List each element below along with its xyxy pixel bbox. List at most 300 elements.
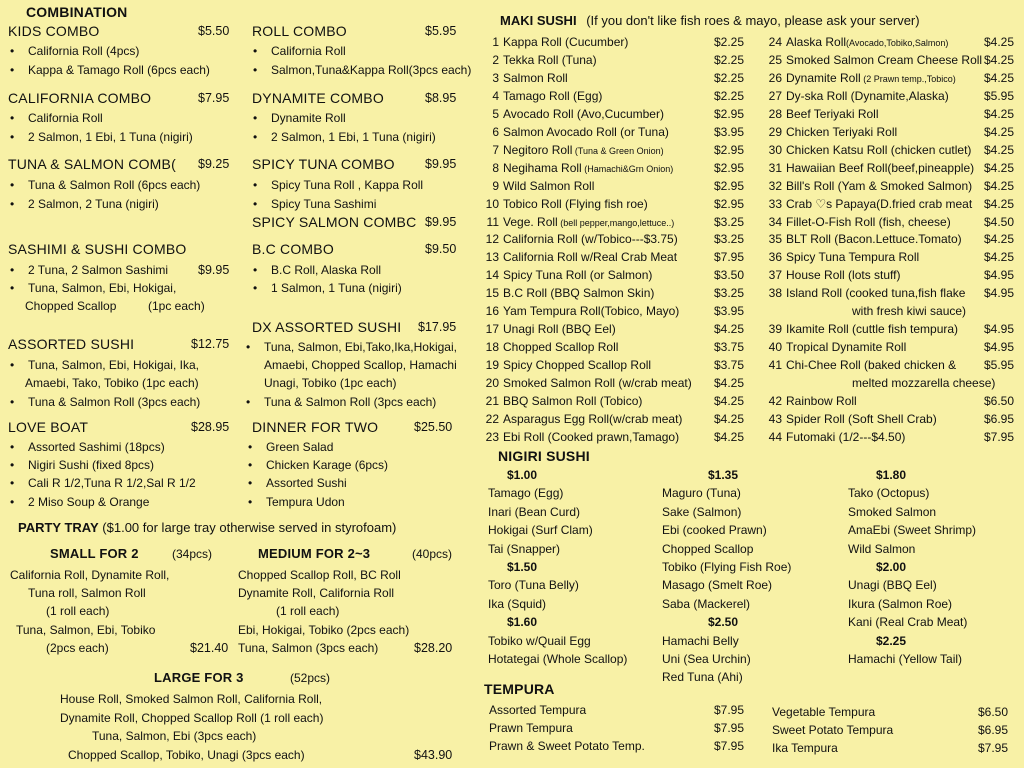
tempura-item-name: Prawn & Sweet Potato Temp. [489, 739, 645, 753]
nigiri-item: Toro (Tuna Belly) [488, 578, 579, 593]
nigiri-item: Hamachi Belly [662, 633, 739, 648]
maki-item-label: Salmon Avocado Roll (or Tuna) [503, 124, 669, 139]
dinner-item-3: • Assorted Sushi [266, 476, 347, 490]
nigiri-item: Tamago (Egg) [488, 486, 564, 501]
dynamite-item-1: • Dynamite Roll [271, 111, 346, 125]
bc-item-2: • 1 Salmon, 1 Tuna (nigiri) [271, 281, 402, 295]
maki-number: 36 [768, 250, 782, 265]
maki-item-name [786, 322, 958, 336]
nigiri-price-tier: $2.00 [876, 560, 907, 574]
maki-item-price: $2.25 [714, 52, 745, 67]
maki-item-label: Rainbow Roll [786, 394, 857, 408]
dynamite-combo-price: $8.95 [425, 91, 457, 105]
maki-item-price: $3.75 [714, 358, 745, 373]
maki-number: 29 [768, 124, 782, 139]
nigiri-item: Inari (Bean Curd) [488, 504, 581, 519]
maki-item-price: $2.95 [714, 106, 745, 121]
tempura-item-name: Vegetable Tempura [772, 705, 876, 719]
maki-item-label: Bill's Roll (Yam & Smoked Salmon) [786, 178, 973, 193]
maki-item-name [503, 250, 677, 264]
nigiri-item: Smoked Salmon [848, 504, 937, 519]
dx-item-2: • Tuna & Salmon Roll (3pcs each) [264, 395, 436, 409]
maki-item-label: Chi-Chee Roll (baked chicken & [786, 358, 957, 373]
bc-combo-price: $9.50 [425, 242, 457, 256]
party-medium-name: MEDIUM FOR 2~3 [258, 546, 371, 561]
maki-number: 2 [492, 52, 499, 67]
party-medium-line-3: (1 roll each) [276, 604, 340, 618]
maki-item-price: $4.95 [984, 268, 1015, 283]
maki-item-name [786, 89, 949, 103]
maki-item-price: $4.95 [984, 286, 1015, 301]
maki-item-price: $2.95 [714, 196, 745, 211]
maki-item-price: $4.25 [984, 52, 1015, 67]
dx-item-1-cont2: Unagi, Tobiko (1pc each) [264, 376, 397, 390]
maki-item-price: $4.25 [714, 322, 745, 337]
nigiri-item: Ika (Squid) [488, 596, 547, 611]
party-medium-pcs: (40pcs) [412, 547, 453, 561]
nigiri-price-tier: $2.50 [708, 615, 739, 630]
maki-item-detail: (2 Prawn temp.,Tobico) [860, 73, 956, 84]
maki-item-price: $3.75 [714, 340, 745, 355]
maki-item-name [786, 340, 906, 354]
maki-item-name [786, 197, 972, 211]
nigiri-price-tier: $1.35 [708, 468, 739, 482]
maki-item-name [786, 250, 919, 264]
sashimi-combo-name: SASHIMI & SUSHI COMBO [8, 241, 187, 257]
maki-item-label: Tamago Roll (Egg) [503, 88, 603, 103]
maki-number: 12 [485, 232, 499, 247]
nigiri-item: Hokigai (Surf Clam) [488, 523, 593, 538]
maki-item-price: $3.95 [714, 124, 745, 139]
maki-item-label: Crab ♡s Papaya(D.fried crab meat [786, 196, 973, 211]
spicy-salmon-combo-name: SPICY SALMON COMBC [252, 214, 417, 230]
nigiri-item: Tako (Octopus) [848, 486, 930, 501]
maki-item-label: Tropical Dynamite Roll [786, 340, 907, 355]
maki-note: (If you don't like fish roes & mayo, please ask your server) [586, 13, 920, 28]
party-medium-price: $28.20 [414, 641, 453, 655]
maki-item-name [503, 340, 618, 354]
dx-item-1-cont: Amaebi, Chopped Scallop, Hamachi [264, 358, 457, 372]
maki-item-name [503, 394, 642, 408]
maki-item-price: $4.25 [984, 160, 1015, 175]
spicy-tuna-combo-price: $9.95 [425, 157, 457, 171]
maki-item-label: Dy-ska Roll (Dynamite,Alaska) [786, 88, 949, 103]
maki-item-label: Chopped Scallop Roll [503, 340, 619, 355]
maki-item-label: Hawaiian Beef Roll(beef,pineapple) [786, 160, 975, 175]
nigiri-price-tier: $2.25 [876, 633, 907, 648]
nigiri-item: Masago (Smelt Roe) [662, 578, 773, 593]
spicy-tuna-item-2: • Spicy Tuna Sashimi [271, 197, 376, 211]
maki-item-name [786, 215, 951, 229]
maki-item-name [503, 268, 652, 282]
maki-item-name [786, 412, 937, 426]
maki-number: 28 [768, 106, 782, 121]
maki-number: 6 [492, 124, 499, 139]
assorted-sushi-name: ASSORTED SUSHI [8, 336, 135, 352]
nigiri-item: Chopped Scallop [662, 541, 754, 556]
party-small-line-2: Tuna roll, Salmon Roll [28, 586, 146, 600]
california-combo-name: CALIFORNIA COMBO [8, 90, 152, 106]
maki-item-price: $4.25 [714, 429, 745, 444]
maki-item-label: Alaska Roll [786, 35, 847, 49]
maki-item-name [786, 232, 962, 246]
maki-item-price: $3.25 [714, 286, 745, 301]
maki-item-price: $2.95 [714, 142, 745, 157]
party-large-line-2: Dynamite Roll, Chopped Scallop Roll (1 roll each) [60, 711, 324, 725]
maki-item-name [503, 89, 602, 103]
nigiri-item: Kani (Real Crab Meat) [848, 615, 968, 630]
tempura-item-price: $7.95 [978, 741, 1009, 755]
maki-item-name [503, 286, 654, 300]
tempura-item-name: Sweet Potato Tempura [772, 723, 894, 737]
maki-item-name [503, 161, 673, 175]
maki-item-name [786, 143, 971, 157]
maki-item-label: Yam Tempura Roll(Tobico, Mayo) [503, 304, 680, 319]
tuna-salmon-item-2: • 2 Salmon, 2 Tuna (nigiri) [28, 197, 159, 211]
maki-item-detail: (Avocado,Tobiko,Salmon) [846, 38, 949, 48]
nigiri-item: Tobiko (Flying Fish Roe) [662, 560, 792, 574]
party-medium-line-5: Tuna, Salmon (3pcs each) [238, 641, 379, 655]
maki-item-price: $6.50 [984, 394, 1015, 408]
party-large-pcs: (52pcs) [290, 671, 331, 685]
maki-item-label: Smoked Salmon Roll (w/crab meat) [503, 376, 692, 391]
sashimi-item-2-cont: Chopped Scallop [25, 299, 117, 313]
maki-item-name [786, 286, 965, 300]
spicy-salmon-combo-price: $9.95 [425, 215, 457, 229]
maki-item-price: $2.95 [714, 178, 745, 193]
maki-item-name [503, 35, 628, 49]
party-medium-line-1: Chopped Scallop Roll, BC Roll [238, 568, 401, 582]
maki-item-name [503, 304, 679, 318]
nigiri-item: Wild Salmon [848, 541, 916, 556]
maki-item-detail: (bell pepper,mango,lettuce..) [557, 217, 675, 228]
tempura-item-price: $7.95 [714, 721, 745, 735]
party-small-line-1: California Roll, Dynamite Roll, [10, 568, 170, 582]
love-boat-item-4: • 2 Miso Soup & Orange [28, 495, 149, 509]
dinner-for-two-price: $25.50 [414, 420, 453, 434]
maki-item-label: Tekka Roll (Tuna) [503, 52, 597, 67]
maki-item-price: $5.95 [984, 358, 1015, 373]
maki-item-price: $3.25 [714, 214, 745, 229]
maki-item-price: $3.50 [714, 268, 745, 283]
california-item-1: • California Roll [28, 111, 103, 125]
maki-item-price: $4.25 [984, 70, 1015, 85]
maki-item-label: Chicken Teriyaki Roll [786, 124, 898, 139]
maki-item-name [786, 430, 905, 444]
maki-item-label: California Roll w/Real Crab Meat [503, 250, 678, 265]
nigiri-item: Saba (Mackerel) [662, 596, 751, 611]
maki-number: 11 [486, 214, 499, 229]
maki-number: 7 [492, 142, 499, 157]
maki-item-label: with fresh kiwi sauce) [852, 304, 967, 319]
tuna-salmon-combo-name: TUNA & SALMON COMB( [8, 156, 176, 172]
assorted-item-1-cont: Amaebi, Tako, Tobiko (1pc each) [25, 376, 199, 390]
dynamite-combo-name: DYNAMITE COMBO [252, 90, 384, 106]
maki-number: 40 [768, 340, 782, 355]
maki-number: 32 [768, 178, 782, 193]
maki-item-price: $4.25 [714, 376, 745, 391]
maki-number: 15 [485, 286, 499, 301]
sashimi-item-2-note: (1pc each) [148, 299, 205, 313]
maki-item-label: Spicy Tuna Tempura Roll [786, 250, 920, 265]
love-boat-item-1: • Assorted Sashimi (18pcs) [28, 440, 165, 454]
maki-item-name [503, 71, 568, 85]
maki-item-price: $4.25 [714, 411, 745, 426]
maki-item-detail: (Tuna & Green Onion) [572, 145, 664, 156]
maki-item-price: $4.25 [984, 232, 1015, 247]
maki-number: 13 [485, 250, 499, 265]
maki-item-label: Spider Roll (Soft Shell Crab) [786, 411, 937, 426]
party-medium-line-2: Dynamite Roll, California Roll [238, 586, 395, 600]
maki-item-label: B.C Roll (BBQ Salmon Skin) [503, 286, 655, 301]
maki-number: 5 [492, 106, 499, 121]
maki-item-name [503, 215, 674, 229]
maki-number: 27 [768, 88, 782, 103]
maki-item-price: $2.25 [714, 35, 745, 49]
california-item-2: • 2 Salmon, 1 Ebi, 1 Tuna (nigiri) [28, 130, 193, 144]
maki-item-price: $4.25 [984, 196, 1015, 211]
spicy-tuna-combo-name: SPICY TUNA COMBO [252, 156, 395, 172]
roll-combo-price: $5.95 [425, 24, 457, 38]
maki-item-name [786, 107, 878, 121]
maki-number: 35 [768, 232, 782, 247]
maki-number: 14 [485, 268, 499, 283]
sashimi-item-1: • 2 Tuna, 2 Salmon Sashimi [28, 263, 168, 277]
maki-item-name [786, 358, 956, 372]
party-small-line-3: (1 roll each) [46, 604, 110, 618]
tempura-item-name: Assorted Tempura [489, 703, 587, 717]
party-small-line-5: (2pcs each) [46, 641, 109, 655]
maki-item-price: $4.50 [984, 214, 1015, 229]
maki-item-label: melted mozzarella cheese) [852, 376, 996, 391]
maki-number: 8 [492, 160, 499, 175]
maki-item-name [786, 125, 897, 139]
party-large-line-4: Chopped Scallop, Tobiko, Unagi (3pcs each) [68, 748, 305, 762]
maki-item-label: Tobico Roll (Flying fish roe) [503, 196, 648, 211]
love-boat-price: $28.95 [191, 420, 230, 434]
maki-item-price: $4.95 [984, 322, 1015, 337]
maki-number: 22 [485, 411, 499, 426]
maki-item-label: Chicken Katsu Roll (chicken cutlet) [786, 142, 972, 157]
dinner-item-1: • Green Salad [266, 440, 333, 454]
maki-item-name [503, 143, 664, 157]
maki-number: 23 [485, 429, 499, 444]
maki-item-name [503, 125, 669, 139]
nigiri-item: Ikura (Salmon Roe) [848, 596, 953, 611]
spicy-tuna-item-1: • Spicy Tuna Roll , Kappa Roll [271, 178, 423, 192]
nigiri-item: Hamachi (Yellow Tail) [848, 652, 963, 666]
maki-number: 18 [485, 340, 499, 355]
maki-item-label: House Roll (lots stuff) [786, 268, 901, 283]
nigiri-item: Hotategai (Whole Scallop) [488, 652, 628, 666]
maki-item-label: Futomaki (1/2---$4.50) [786, 429, 906, 444]
maki-number: 24 [768, 35, 782, 49]
maki-number: 1 [492, 35, 499, 49]
love-boat-item-3: • Cali R 1/2,Tuna R 1/2,Sal R 1/2 [28, 476, 196, 490]
maki-item-label: Ikamite Roll (cuttle fish tempura) [786, 322, 959, 337]
bc-item-1: • B.C Roll, Alaska Roll [271, 263, 381, 277]
nigiri-item: Uni (Sea Urchin) [662, 652, 751, 666]
kids-item-1: • California Roll (4pcs) [28, 44, 139, 58]
party-small-pcs: (34pcs) [172, 547, 213, 561]
maki-number: 25 [768, 52, 782, 67]
party-medium-line-4: Ebi, Hokigai, Tobiko (2pcs each) [238, 623, 410, 637]
maki-number: 38 [768, 286, 782, 301]
maki-item-name [852, 376, 995, 390]
maki-item-name [852, 304, 966, 318]
maki-item-name [786, 53, 982, 67]
nigiri-item: Ebi (cooked Prawn) [662, 523, 767, 538]
party-tray-title: PARTY TRAY [18, 520, 99, 535]
dx-assorted-price: $17.95 [418, 320, 457, 334]
maki-number: 43 [768, 411, 782, 426]
nigiri-price-tier: $1.60 [507, 615, 538, 630]
maki-item-price: $2.25 [714, 70, 745, 85]
maki-item-price: $7.95 [714, 250, 745, 265]
tempura-item-price: $6.50 [978, 705, 1009, 719]
tempura-title: TEMPURA [484, 681, 555, 697]
maki-number: 9 [492, 178, 499, 193]
maki-item-label: BLT Roll (Bacon.Lettuce.Tomato) [786, 232, 962, 247]
maki-item-name [786, 394, 857, 408]
maki-number: 31 [768, 160, 782, 175]
maki-number: 41 [768, 358, 782, 373]
party-large-name: LARGE FOR 3 [154, 670, 244, 685]
maki-item-name [503, 358, 651, 372]
maki-number: 42 [768, 394, 782, 408]
dynamite-item-2: • 2 Salmon, 1 Ebi, 1 Tuna (nigiri) [271, 130, 436, 144]
maki-item-name [503, 107, 664, 121]
nigiri-item: Sake (Salmon) [662, 504, 742, 519]
maki-item-name [503, 430, 679, 444]
tuna-salmon-combo-price: $9.25 [198, 157, 230, 171]
party-small-name: SMALL FOR 2 [50, 546, 139, 561]
maki-item-label: Spicy Tuna Roll (or Salmon) [503, 268, 653, 283]
party-small-line-4: Tuna, Salmon, Ebi, Tobiko [16, 623, 156, 637]
tuna-salmon-item-1: • Tuna & Salmon Roll (6pcs each) [28, 178, 200, 192]
kids-combo-name: KIDS COMBO [8, 23, 100, 39]
dx-assorted-name: DX ASSORTED SUSHI [252, 319, 402, 335]
maki-item-price: $3.95 [714, 304, 745, 319]
nigiri-item: Red Tuna (Ahi) [662, 670, 743, 685]
maki-number: 26 [768, 70, 782, 85]
nigiri-item: Maguro (Tuna) [662, 486, 741, 501]
maki-item-label: Smoked Salmon Cream Cheese Roll [786, 52, 983, 67]
roll-combo-name: ROLL COMBO [252, 23, 347, 39]
tempura-item-price: $6.95 [978, 723, 1009, 737]
love-boat-item-2: • Nigiri Sushi (fixed 8pcs) [28, 458, 154, 472]
maki-item-label: Asparagus Egg Roll(w/crab meat) [503, 411, 683, 426]
maki-item-name [786, 161, 974, 175]
maki-item-label: Island Roll (cooked tuna,fish flake [786, 286, 966, 301]
maki-item-name [786, 35, 948, 49]
maki-item-label: Salmon Roll [503, 70, 568, 85]
maki-item-label: Negitoro Roll [503, 142, 573, 157]
maki-item-label: Kappa Roll (Cucumber) [503, 35, 629, 49]
maki-item-label: BBQ Salmon Roll (Tobico) [503, 394, 643, 408]
maki-item-name [503, 197, 648, 211]
maki-number: 34 [768, 214, 782, 229]
maki-item-name [503, 376, 692, 390]
maki-item-price: $4.25 [984, 178, 1015, 193]
maki-number: 37 [768, 268, 782, 283]
maki-item-price: $7.95 [984, 429, 1015, 444]
nigiri-item: Unagi (BBQ Eel) [848, 578, 937, 593]
assorted-item-2: • Tuna & Salmon Roll (3pcs each) [28, 395, 200, 409]
bc-combo-name: B.C COMBO [252, 241, 334, 257]
maki-item-label: Beef Teriyaki Roll [786, 106, 879, 121]
maki-item-price: $4.25 [984, 124, 1015, 139]
maki-item-name [503, 53, 597, 67]
roll-item-1: • California Roll [271, 44, 346, 58]
maki-item-label: Spicy Chopped Scallop Roll [503, 358, 652, 373]
maki-item-label: Negihama Roll [503, 160, 582, 175]
love-boat-name: LOVE BOAT [8, 419, 89, 435]
dinner-for-two-name: DINNER FOR TWO [252, 419, 379, 435]
assorted-item-1: • Tuna, Salmon, Ebi, Hokigai, Ika, [28, 358, 199, 372]
nigiri-price-tier: $1.80 [876, 468, 907, 482]
nigiri-price-tier: $1.50 [507, 560, 538, 574]
maki-item-label: Unagi Roll (BBQ Eel) [503, 322, 616, 337]
tempura-item-price: $7.95 [714, 703, 745, 717]
maki-number: 19 [485, 358, 499, 373]
nigiri-price-tier: $1.00 [507, 468, 538, 482]
maki-item-name [503, 179, 594, 193]
maki-item-label: California Roll (w/Tobico---$3.75) [503, 232, 678, 247]
dinner-item-2: • Chicken Karage (6pcs) [266, 458, 388, 472]
nigiri-item: Tobiko w/Quail Egg [488, 633, 591, 648]
nigiri-item: Tai (Snapper) [488, 541, 561, 556]
maki-item-price: $2.25 [714, 88, 745, 103]
maki-item-label: Avocado Roll (Avo,Cucumber) [503, 106, 664, 121]
maki-item-price: $5.95 [984, 88, 1015, 103]
maki-number: 4 [492, 88, 499, 103]
nigiri-title: NIGIRI SUSHI [498, 448, 590, 464]
maki-number: 17 [485, 322, 499, 337]
maki-item-price: $4.25 [984, 142, 1015, 157]
maki-item-detail: (Hamachi&Grn Onion) [581, 163, 674, 174]
party-small-price: $21.40 [190, 641, 229, 655]
maki-number: 30 [768, 142, 782, 157]
kids-combo-price: $5.50 [198, 24, 230, 38]
maki-item-price: $4.25 [984, 106, 1015, 121]
maki-number: 21 [485, 394, 499, 408]
maki-number: 3 [492, 70, 499, 85]
dx-item-1: • Tuna, Salmon, Ebi,Tako,Ika,Hokigai, [264, 340, 457, 354]
maki-item-label: Vege. Roll [503, 214, 558, 229]
maki-header [500, 13, 920, 28]
maki-number: 33 [768, 196, 782, 211]
party-tray-note: ($1.00 for large tray otherwise served in styrofoam) [102, 520, 397, 535]
maki-item-price: $2.95 [714, 160, 745, 175]
california-combo-price: $7.95 [198, 91, 230, 105]
maki-title: MAKI SUSHI [500, 13, 577, 28]
maki-item-label: Ebi Roll (Cooked prawn,Tamago) [503, 429, 680, 444]
maki-item-name [503, 322, 616, 336]
tempura-item-name: Ika Tempura [772, 741, 838, 755]
party-tray-header [18, 520, 396, 535]
maki-number: 44 [768, 429, 782, 444]
dinner-item-4: • Tempura Udon [266, 495, 345, 509]
sashimi-item-2: • Tuna, Salmon, Ebi, Hokigai, [28, 281, 176, 295]
maki-item-name [786, 268, 901, 282]
combination-title: COMBINATION [26, 4, 128, 20]
sashimi-item-1-price: $9.95 [198, 263, 230, 277]
assorted-sushi-price: $12.75 [191, 337, 230, 351]
maki-item-price: $4.25 [984, 250, 1015, 265]
maki-item-label: Wild Salmon Roll [503, 178, 595, 193]
maki-item-price: $4.25 [984, 35, 1015, 49]
